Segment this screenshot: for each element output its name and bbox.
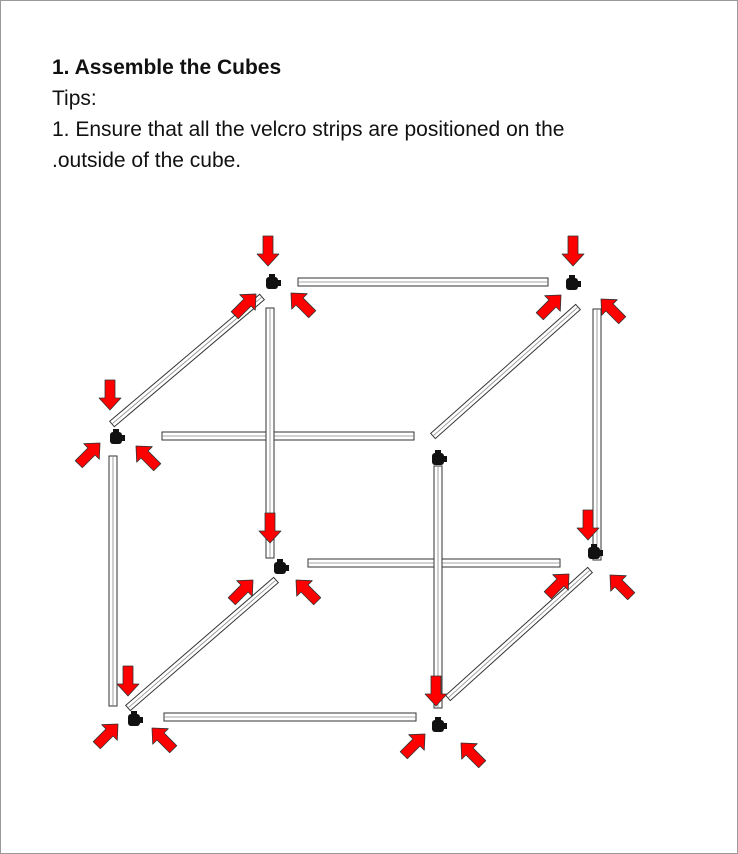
connector-2-side [577,281,581,287]
connector-5-body [274,562,286,574]
arrow-15-shape [602,567,639,604]
arrow-14 [288,572,325,609]
connector-1 [266,274,281,289]
connector-7-tab [131,711,137,715]
arrow-3 [99,380,121,410]
tips-label: Tips: [52,87,97,110]
arrow-12 [283,285,320,322]
arrow-20 [396,726,433,763]
arrow-6-shape [117,666,139,696]
arrow-14-shape [288,572,325,609]
arrow-7-shape [425,676,447,706]
connector-2-body [566,278,578,290]
connector-5-tab [277,559,283,563]
arrow-19-shape [144,720,181,757]
arrow-16 [71,435,108,472]
arrow-21 [453,735,490,772]
connector-8 [432,717,447,732]
arrow-18 [89,716,126,753]
arrow-17-shape [128,438,165,475]
arrow-19 [144,720,181,757]
strut-11-groove [128,580,276,708]
connector-4-body [432,453,444,465]
connector-3 [110,429,125,444]
arrow-4-shape [259,513,281,543]
connector-4 [432,450,447,465]
connector-5 [274,559,289,574]
struts [109,278,601,721]
connector-8-body [432,720,444,732]
arrow-17 [128,438,165,475]
arrow-4 [259,513,281,543]
step-title: 1. Assemble the Cubes [52,56,282,79]
connector-4-side [443,456,447,462]
connector-3-body [110,432,122,444]
connector-6-body [588,547,600,559]
connector-7-body [128,714,140,726]
arrow-16-shape [71,435,108,472]
arrow-10 [224,572,261,609]
arrow-6 [117,666,139,696]
connector-7 [128,711,143,726]
arrow-7 [425,676,447,706]
connector-6-tab [591,544,597,548]
connector-1-side [277,280,281,286]
tip-1-line-2: .outside of the cube. [52,149,242,172]
arrow-21-shape [453,735,490,772]
connector-8-tab [435,717,441,721]
connector-8-side [443,723,447,729]
connector-1-body [266,277,278,289]
connector-2-tab [569,275,575,279]
arrow-10-shape [224,572,261,609]
connector-4-tab [435,450,441,454]
arrow-2-shape [562,236,584,266]
arrow-2 [562,236,584,266]
connector-5-side [285,565,289,571]
connector-6-side [599,550,603,556]
connector-3-tab [113,429,119,433]
arrow-12-shape [283,285,320,322]
arrow-20-shape [396,726,433,763]
arrow-1 [257,236,279,266]
arrow-15 [602,567,639,604]
velcro-arrows [71,236,639,772]
connector-2 [566,275,581,290]
connector-7-side [139,717,143,723]
arrow-3-shape [99,380,121,410]
connector-1-tab [269,274,275,278]
strut-10-groove [433,307,578,436]
arrow-1-shape [257,236,279,266]
tip-1-line-1: 1. Ensure that all the velcro strips are positioned on the [52,118,565,141]
arrow-18-shape [89,716,126,753]
connector-3-side [121,435,125,441]
